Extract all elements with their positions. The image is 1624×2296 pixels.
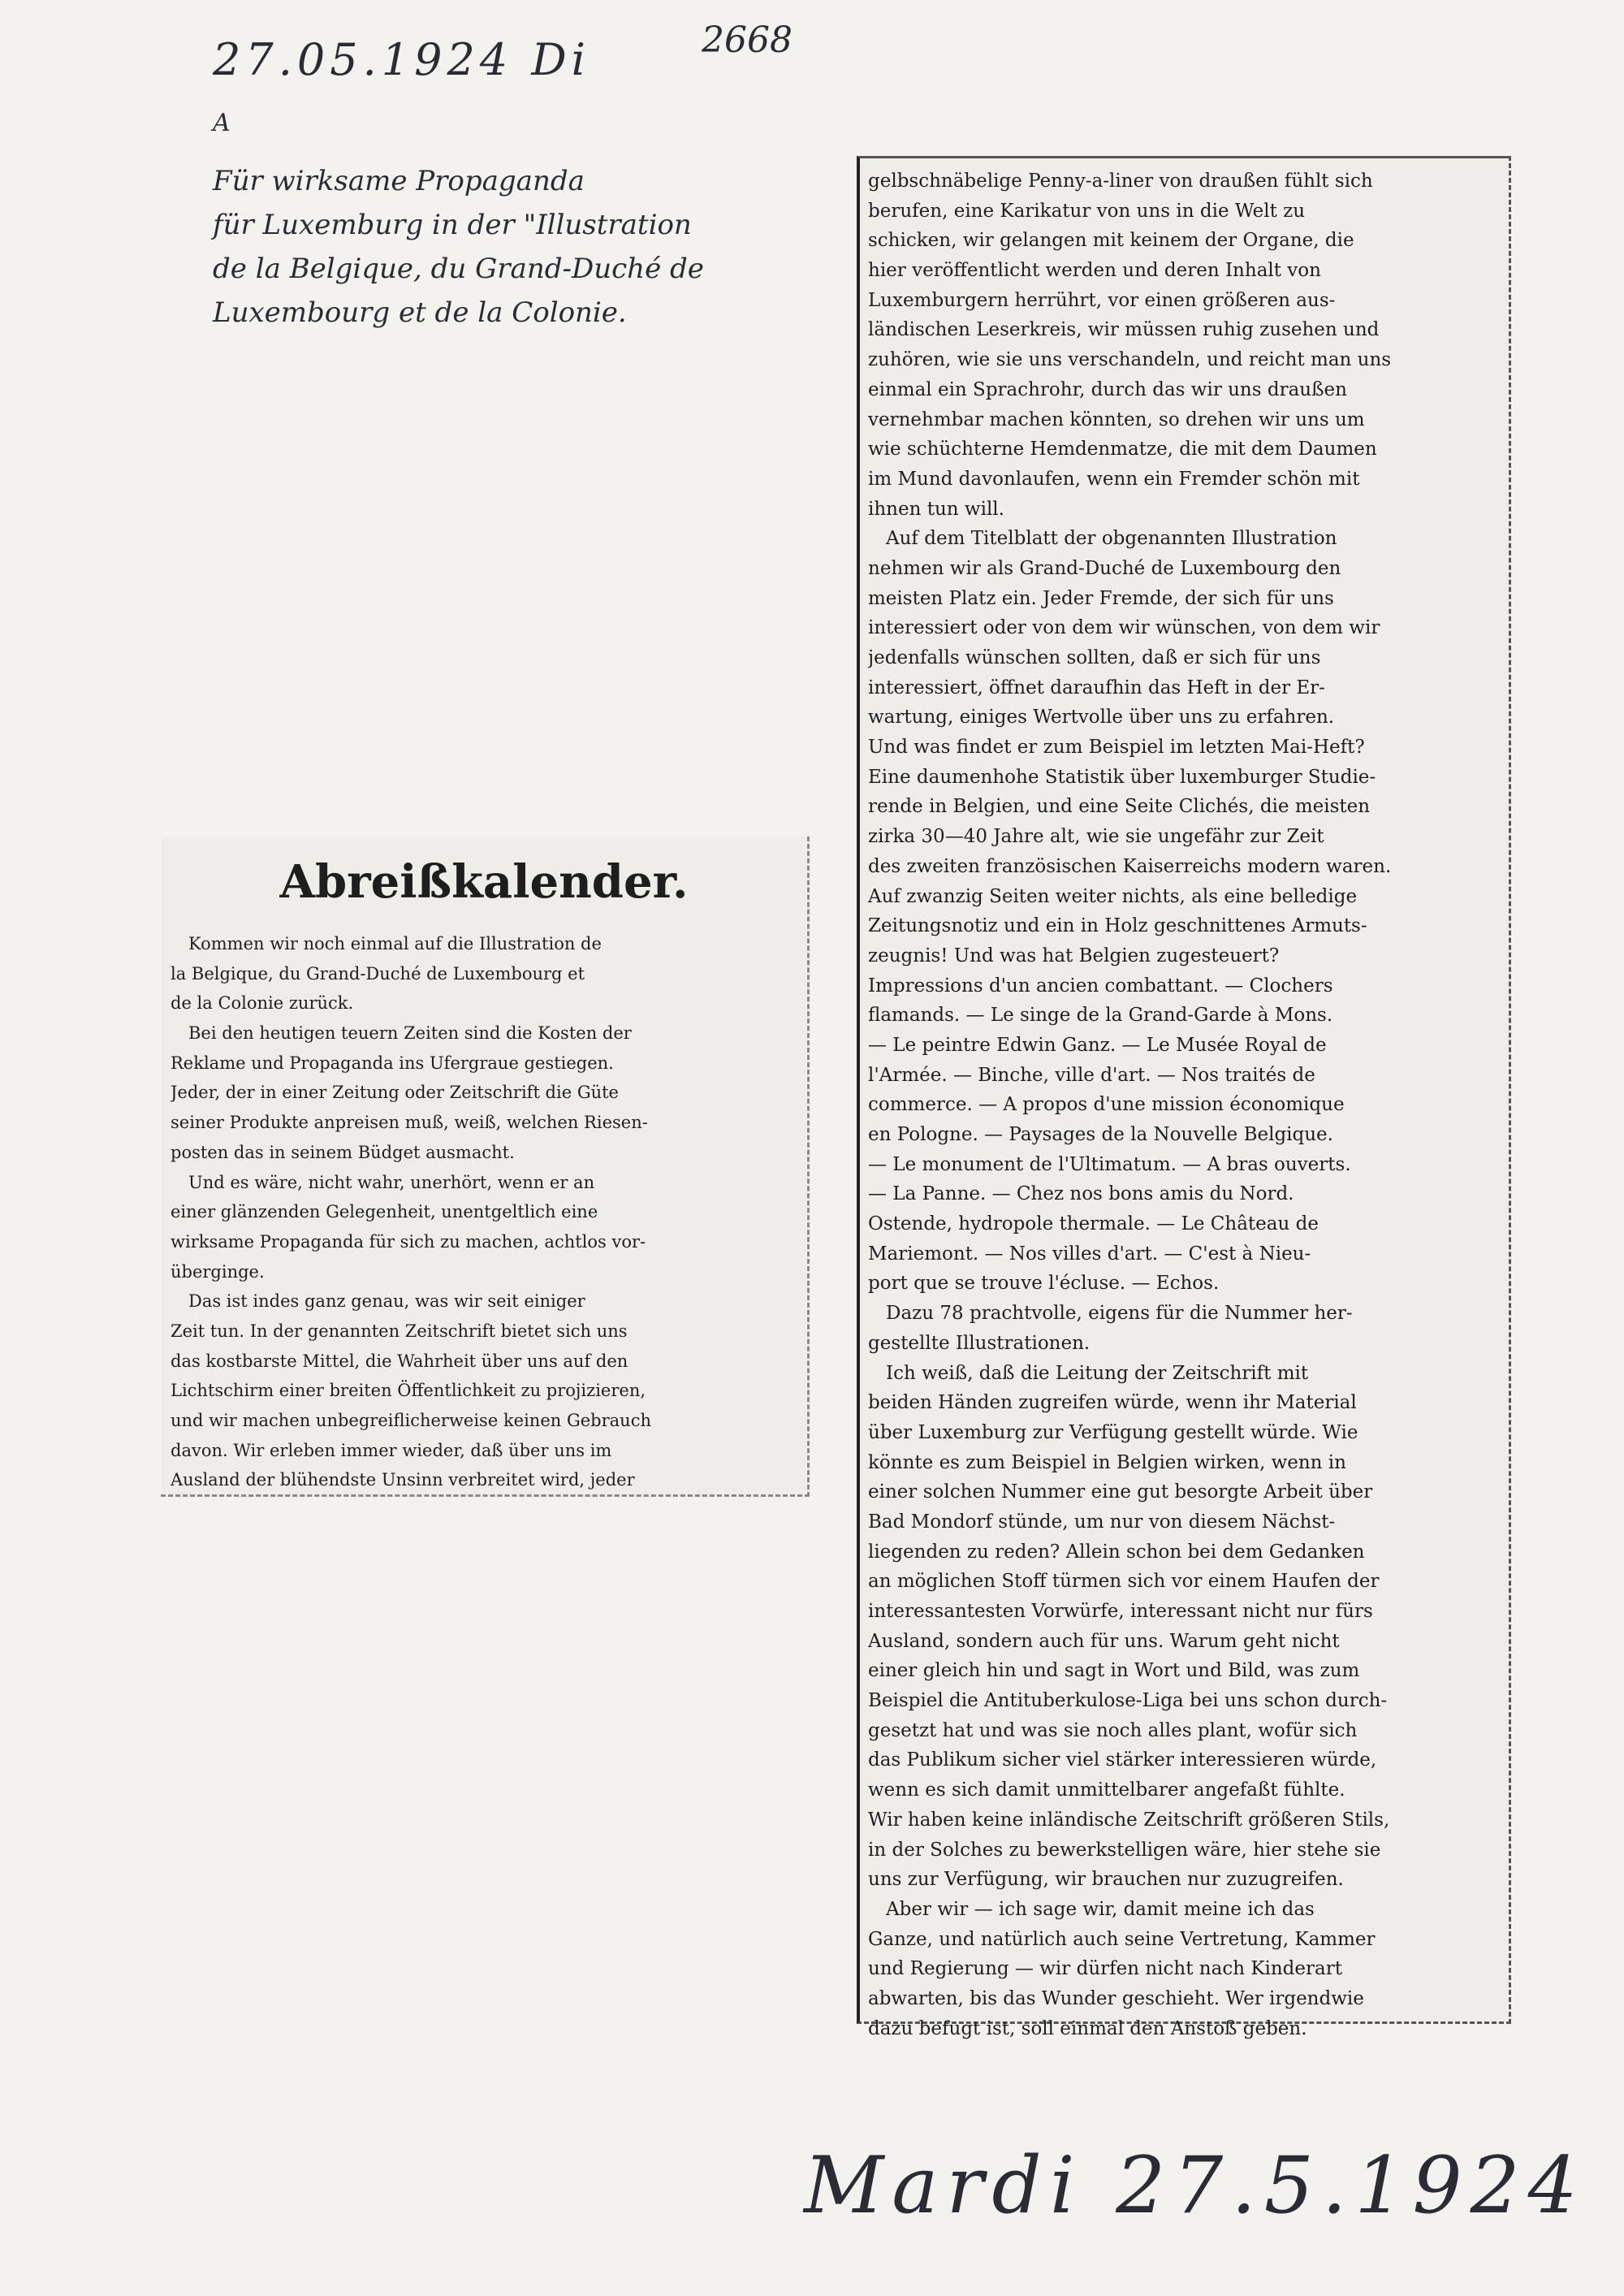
handwritten-date-top: 27.05.1924 Di bbox=[213, 34, 590, 85]
text-line: Ganze, und natürlich auch seine Vertretung, Kammer bbox=[868, 1928, 1376, 1950]
handwritten-date-bottom: Mardi 27.5.1924 bbox=[804, 2140, 1586, 2231]
text-line: posten das in seinem Büdget ausmacht. bbox=[171, 1142, 515, 1162]
handwritten-note bbox=[213, 159, 862, 335]
text-line: Reklame und Propaganda ins Ufergraue gestiegen. bbox=[171, 1053, 614, 1073]
text-line: gesetzt hat und was sie noch alles plant, wofür sich bbox=[868, 1719, 1358, 1741]
text-line: meisten Platz ein. Jeder Fremde, der sich für uns bbox=[868, 587, 1334, 609]
text-line: port que se trouve l'écluse. — Echos. bbox=[868, 1273, 1220, 1295]
handwritten-archive-number: 2668 bbox=[702, 19, 793, 61]
text-line: in der Solches zu bewerkstelligen wäre, hier stehe sie bbox=[868, 1839, 1381, 1861]
text-line: Impressions d'un ancien combattant. — Clochers bbox=[868, 975, 1333, 997]
text-line: beiden Händen zugreifen würde, wenn ihr Material bbox=[868, 1392, 1357, 1414]
text-line: wie schüchterne Hemdenmatze, die mit dem Daumen bbox=[868, 439, 1377, 460]
text-line: Wir haben keine inländische Zeitschrift größeren Stils, bbox=[868, 1809, 1390, 1831]
text-line: flamands. — Le singe de la Grand-Garde à Mons. bbox=[868, 1005, 1333, 1027]
text-line: wartung, einiges Wertvolle über uns zu erfahren. bbox=[868, 707, 1335, 729]
text-line: wenn es sich damit unmittelbarer angefaßt fühlte. bbox=[868, 1779, 1345, 1801]
text-line: Aber wir — ich sage wir, damit meine ich das bbox=[886, 1898, 1315, 1920]
text-line: Ausland der blühendste Unsinn verbreitet wird, jeder bbox=[171, 1470, 635, 1490]
handwritten-marker: A bbox=[213, 109, 231, 137]
text-line: davon. Wir erleben immer wieder, daß über uns im bbox=[171, 1440, 612, 1460]
text-line: Dazu 78 prachtvolle, eigens für die Nummer her- bbox=[886, 1303, 1353, 1325]
left-clipping-text bbox=[161, 929, 807, 1495]
text-line: wirksame Propaganda für sich zu machen, achtlos vor- bbox=[171, 1231, 646, 1252]
text-line: en Pologne. — Paysages de la Nouvelle Belgique. bbox=[868, 1124, 1333, 1145]
text-line: berufen, eine Karikatur von uns in die Welt zu bbox=[868, 200, 1306, 222]
note-line: Luxembourg et de la Colonie. bbox=[213, 296, 627, 329]
text-line: interessiert oder von dem wir wünschen, von dem wir bbox=[868, 617, 1380, 639]
text-line: — Le peintre Edwin Ganz. — Le Musée Royal de bbox=[868, 1034, 1327, 1056]
text-line: einer gleich hin und sagt in Wort und Bild, was zum bbox=[868, 1660, 1360, 1682]
text-line: Luxemburgern herrührt, vor einen größeren aus- bbox=[868, 289, 1336, 311]
right-newspaper-clipping bbox=[857, 156, 1511, 2039]
right-clipping-text bbox=[860, 158, 1509, 2043]
text-line: abwarten, bis das Wunder geschieht. Wer irgendwie bbox=[868, 1987, 1364, 2009]
text-line: Zeit tun. In der genannten Zeitschrift bietet sich uns bbox=[171, 1321, 628, 1341]
text-line: Ich weiß, daß die Leitung der Zeitschrift mit bbox=[886, 1362, 1309, 1384]
text-line: — Le monument de l'Ultimatum. — A bras ouverts. bbox=[868, 1153, 1351, 1175]
note-line: Für wirksame Propaganda bbox=[213, 165, 585, 197]
text-line: Beispiel die Antituberkulose-Liga bei uns schon durch- bbox=[868, 1690, 1388, 1712]
text-line: einer glänzenden Gelegenheit, unentgeltlich eine bbox=[171, 1202, 598, 1222]
text-line: ihnen tun will. bbox=[868, 498, 1004, 520]
text-line: Auf zwanzig Seiten weiter nichts, als eine belledige bbox=[868, 885, 1358, 907]
text-line: liegenden zu reden? Allein schon bei dem Gedanken bbox=[868, 1541, 1365, 1563]
text-line: — La Panne. — Chez nos bons amis du Nord. bbox=[868, 1183, 1294, 1205]
text-line: zirka 30—40 Jahre alt, wie sie ungefähr zur Zeit bbox=[868, 826, 1324, 848]
text-line: Das ist indes ganz genau, was wir seit einiger bbox=[188, 1291, 585, 1312]
note-line: für Luxemburg in der "Illustration bbox=[213, 209, 692, 241]
text-line: an möglichen Stoff türmen sich vor einem Haufen der bbox=[868, 1571, 1380, 1593]
text-line: interessantesten Vorwürfe, interessant nicht nur fürs bbox=[868, 1601, 1373, 1622]
text-line: könnte es zum Beispiel in Belgien wirken, wenn in bbox=[868, 1451, 1346, 1473]
text-line: ländischen Leserkreis, wir müssen ruhig zusehen und bbox=[868, 319, 1380, 341]
text-line: Auf dem Titelblatt der obgenannten Illustration bbox=[886, 528, 1337, 550]
text-line: gestellte Illustrationen. bbox=[868, 1332, 1091, 1354]
text-line: Lichtschirm einer breiten Öffentlichkeit zu projizieren, bbox=[171, 1381, 646, 1401]
text-line: Zeitungsnotiz und ein in Holz geschnittenes Armuts- bbox=[868, 915, 1367, 937]
text-line: überginge. bbox=[171, 1261, 265, 1282]
text-line: Bei den heutigen teuern Zeiten sind die Kosten der bbox=[188, 1023, 632, 1044]
text-line: im Mund davonlaufen, wenn ein Fremder schön mit bbox=[868, 468, 1360, 490]
text-line: jedenfalls wünschen sollten, daß er sich für uns bbox=[868, 647, 1321, 668]
text-line: Ausland, sondern auch für uns. Warum geht nicht bbox=[868, 1630, 1340, 1652]
text-line: Mariemont. — Nos villes d'art. — C'est à Nieu- bbox=[868, 1243, 1311, 1265]
text-line: interessiert, öffnet daraufhin das Heft in der Er- bbox=[868, 677, 1325, 698]
text-line: uns zur Verfügung, wir brauchen nur zuzugreifen. bbox=[868, 1869, 1344, 1891]
text-line: und Regierung — wir dürfen nicht nach Kinderart bbox=[868, 1958, 1342, 1980]
text-line: das Publikum sicher viel stärker interessieren würde, bbox=[868, 1749, 1377, 1771]
text-line: einmal ein Sprachrohr, durch das wir uns draußen bbox=[868, 378, 1347, 400]
text-line: hier veröffentlicht werden und deren Inhalt von bbox=[868, 260, 1321, 282]
text-line: einer solchen Nummer eine gut besorgte Arbeit über bbox=[868, 1481, 1373, 1503]
text-line: Und es wäre, nicht wahr, unerhört, wenn er an bbox=[188, 1172, 595, 1192]
text-line: Bad Mondorf stünde, um nur von diesem Nächst- bbox=[868, 1511, 1336, 1533]
text-line: über Luxemburg zur Verfügung gestellt würde. Wie bbox=[868, 1421, 1358, 1443]
text-line: nehmen wir als Grand-Duché de Luxembourg den bbox=[868, 557, 1341, 579]
text-line: Ostende, hydropole thermale. — Le Château de bbox=[868, 1213, 1319, 1235]
text-line: schicken, wir gelangen mit keinem der Organe, die bbox=[868, 230, 1354, 252]
text-line: gelbschnäbelige Penny-a-liner von draußen fühlt sich bbox=[868, 171, 1373, 192]
text-line: seiner Produkte anpreisen muß, weiß, welchen Riesen- bbox=[171, 1113, 648, 1133]
text-line: das kostbarste Mittel, die Wahrheit über uns auf den bbox=[171, 1351, 628, 1371]
text-line: des zweiten französischen Kaiserreichs modern waren. bbox=[868, 855, 1392, 877]
text-line: zeugnis! Und was hat Belgien zugesteuert? bbox=[868, 945, 1280, 966]
text-line: dazu befugt ist, soll einmal den Anstoß geben. bbox=[868, 2017, 1307, 2039]
text-line: und wir machen unbegreiflicherweise keinen Gebrauch bbox=[171, 1411, 651, 1430]
text-line: Jeder, der in einer Zeitung oder Zeitschrift die Güte bbox=[171, 1083, 619, 1103]
left-newspaper-clipping bbox=[161, 837, 810, 1497]
text-line: zuhören, wie sie uns verschandeln, und reicht man uns bbox=[868, 349, 1392, 371]
text-line: commerce. — A propos d'une mission économique bbox=[868, 1094, 1345, 1116]
clipping-title: Abreißkalender. bbox=[279, 855, 689, 909]
text-line: la Belgique, du Grand-Duché de Luxembourg et bbox=[171, 963, 585, 984]
text-line: Und was findet er zum Beispiel im letzten Mai-Heft? bbox=[868, 737, 1365, 759]
text-line: de la Colonie zurück. bbox=[171, 993, 354, 1014]
text-line: Eine daumenhohe Statistik über luxemburger Studie- bbox=[868, 766, 1376, 788]
note-line: de la Belgique, du Grand-Duché de bbox=[213, 253, 704, 285]
text-line: Kommen wir noch einmal auf die Illustration de bbox=[188, 934, 602, 953]
text-line: rende in Belgien, und eine Seite Clichés, die meisten bbox=[868, 796, 1371, 818]
text-line: vernehmbar machen könnten, so drehen wir uns um bbox=[868, 409, 1365, 430]
text-line: l'Armée. — Binche, ville d'art. — Nos traités de bbox=[868, 1064, 1315, 1086]
